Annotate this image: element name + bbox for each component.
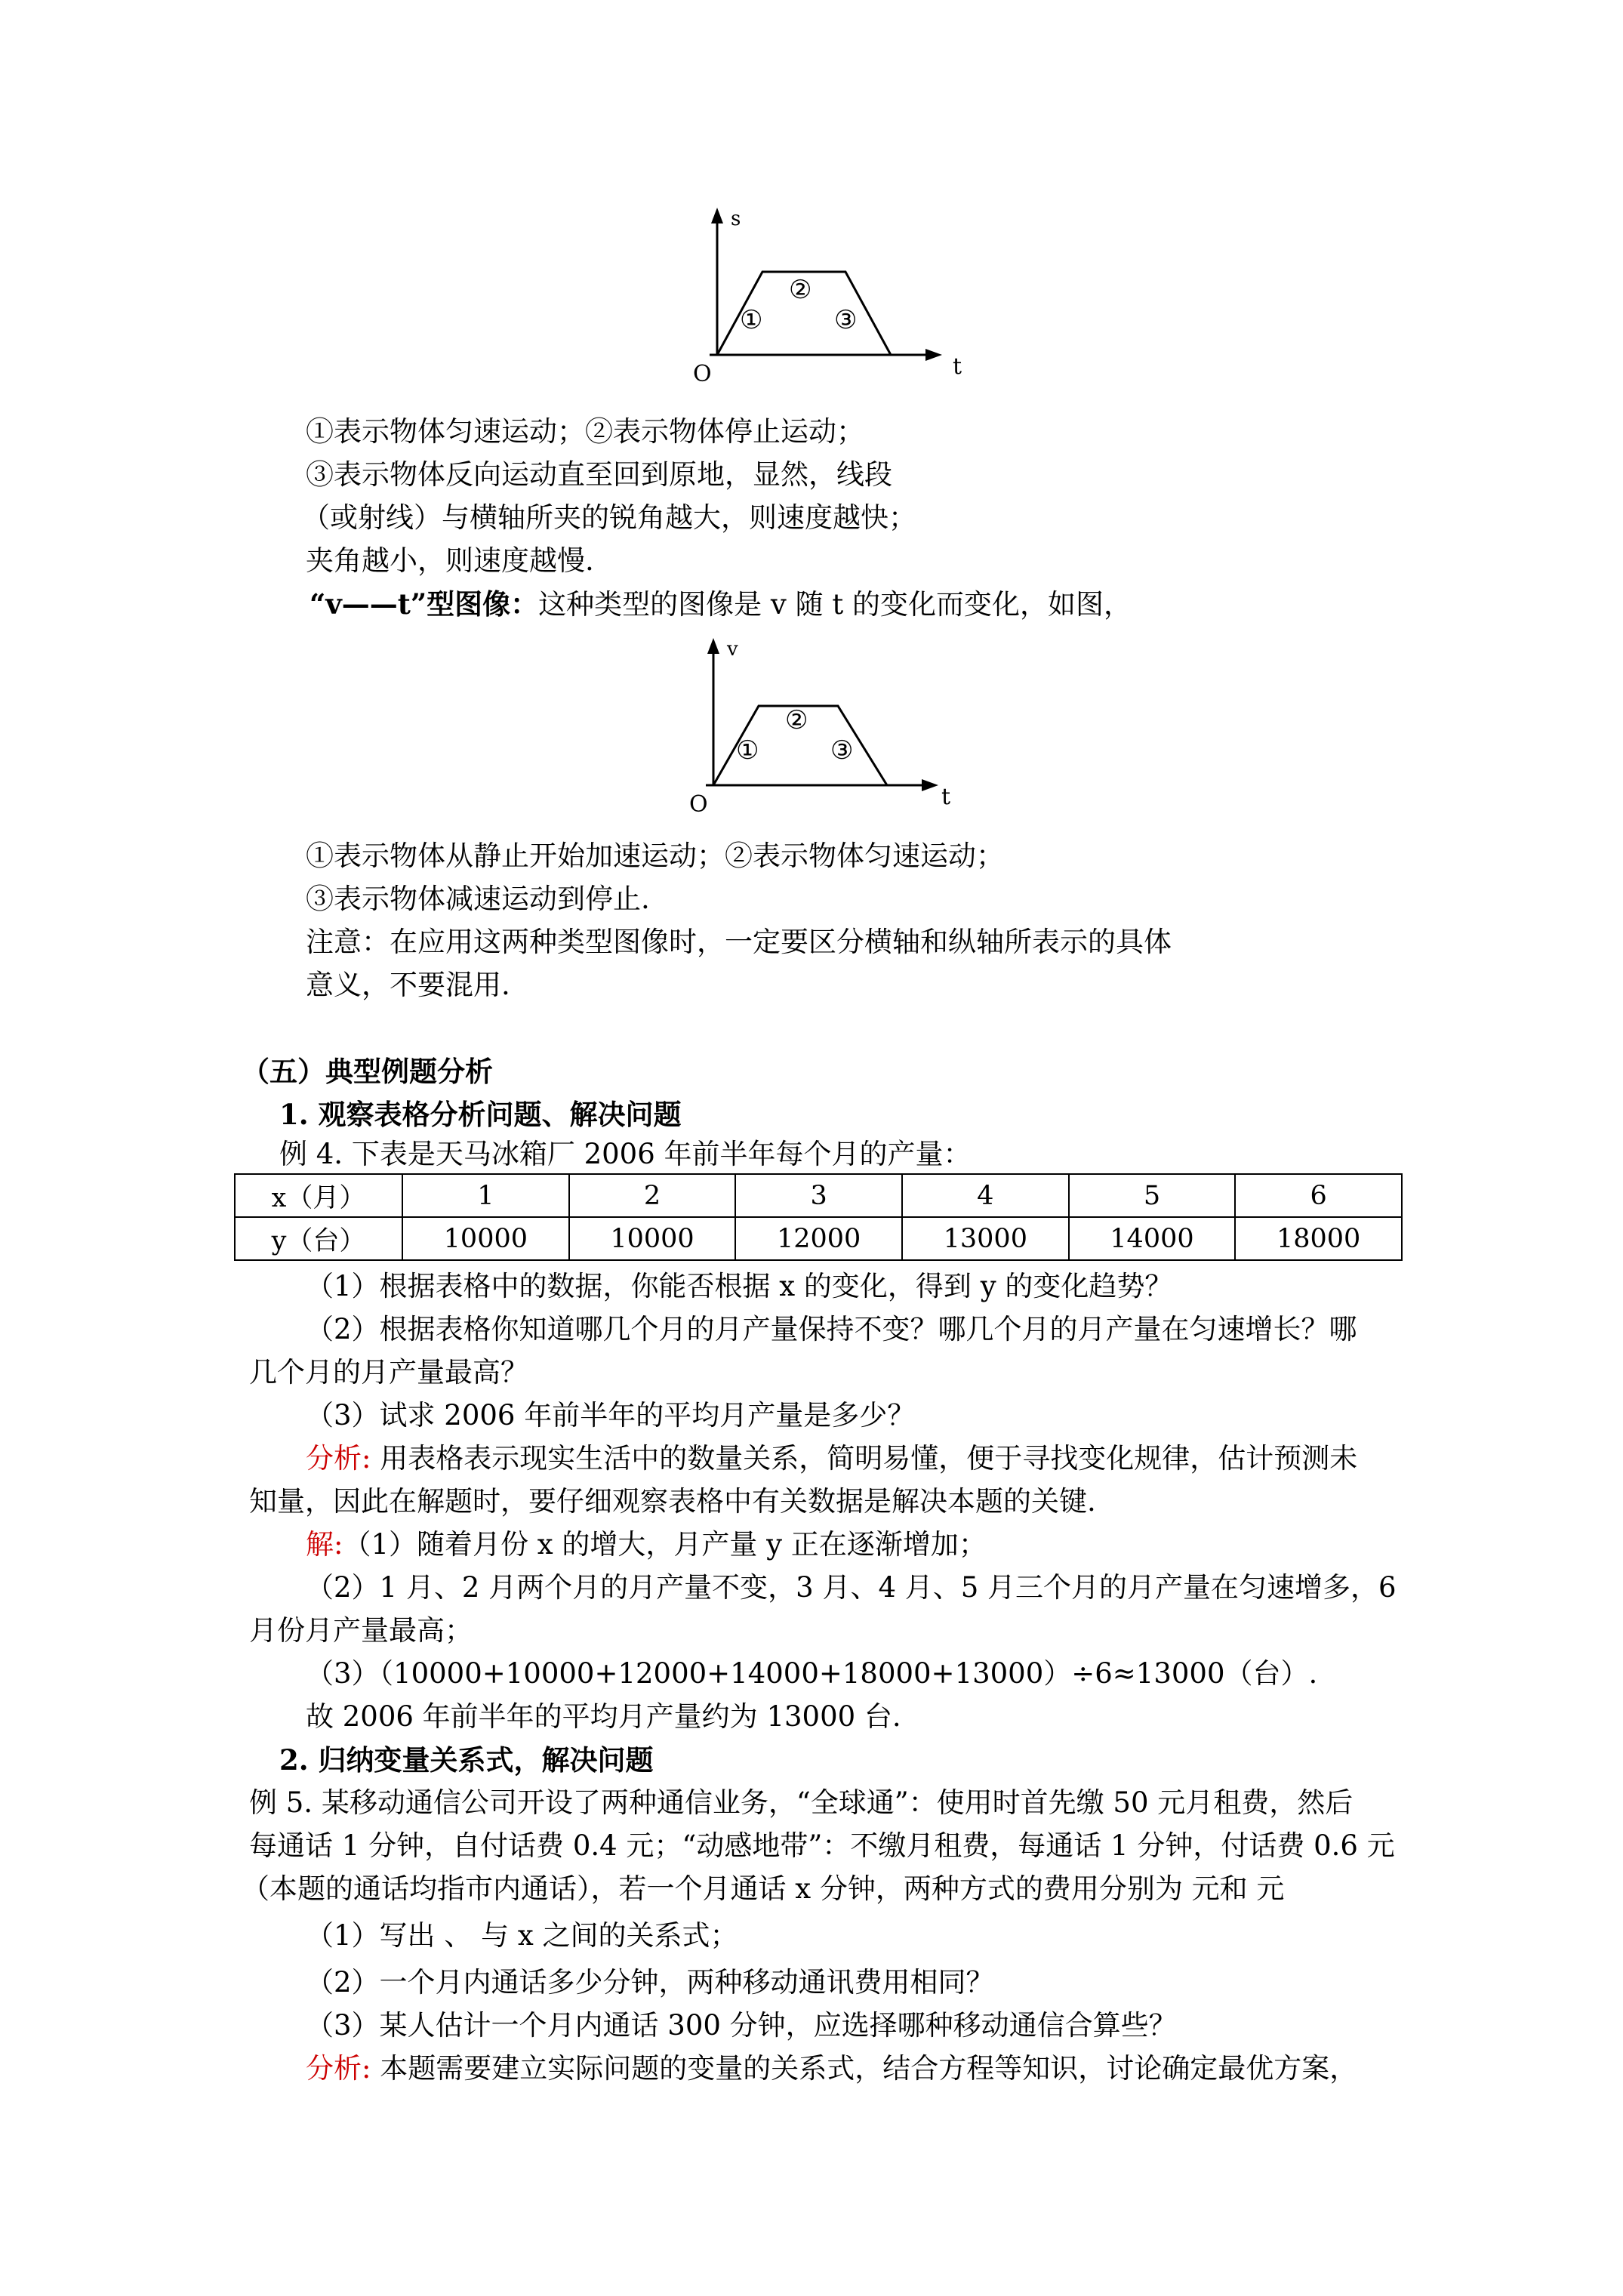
- example-5b: 每通话 1 分钟，自付话费 0.4 元；“动感地带”：不缴月租费，每通话 1 分钟，付话费 0.6 元: [249, 1829, 1395, 1862]
- table-cell: 12000: [735, 1217, 902, 1260]
- x-axis-label: t: [941, 784, 951, 810]
- st-desc-3: （或射线）与横轴所夹的锐角越大，则速度越快；: [302, 501, 916, 534]
- analysis-2-label: 分析:: [306, 2052, 371, 2085]
- table-cell: 6: [1235, 1174, 1402, 1217]
- solution-text: （1）随着月份 x 的增大，月产量 y 正在逐渐增加；: [343, 1528, 987, 1561]
- table-cell: 13000: [902, 1217, 1069, 1260]
- table-row: [235, 1217, 1402, 1260]
- vt-title: “v——t”型图像：: [310, 587, 539, 621]
- x-axis-arrow: [922, 779, 938, 791]
- table-cell: 14000: [1069, 1217, 1236, 1260]
- segment-label-1: ①: [736, 735, 759, 766]
- st-desc-2: ③表示物体反向运动直至回到原地，显然，线段: [306, 458, 892, 491]
- table-cell: 2: [569, 1174, 736, 1217]
- ex5-question-2: （2）一个月内通话多少分钟，两种移动通讯费用相同？: [306, 1966, 994, 1999]
- analysis-cont: 知量，因此在解题时，要仔细观察表格中有关数据是解决本题的关键.: [249, 1485, 1096, 1518]
- table-cell: 5: [1069, 1174, 1236, 1217]
- table-cell: y（台）: [235, 1217, 402, 1260]
- x-axis-arrow: [925, 349, 942, 361]
- segment-label-2: ②: [785, 705, 808, 735]
- vt-text: 这种类型的图像是 v 随 t 的变化而变化，如图，: [538, 588, 1132, 621]
- y-axis-label: s: [731, 208, 741, 230]
- table-cell: 4: [902, 1174, 1069, 1217]
- y-axis-arrow: [711, 208, 723, 223]
- x-axis-label: t: [953, 353, 962, 380]
- solution-1: [306, 1527, 987, 1563]
- example-5c: （本题的通话均指市内通话），若一个月通话 x 分钟，两种方式的费用分别为 元和 元: [242, 1872, 1285, 1905]
- solution-2a: （2）1 月、2 月两个月的月产量不变，3 月、4 月、5 月三个月的月产量在匀速增多，6: [306, 1571, 1397, 1604]
- segment-label-2: ②: [789, 275, 812, 305]
- solution-2b: 月份月产量最高；: [249, 1614, 473, 1647]
- analysis-2: [306, 2051, 1357, 2087]
- analysis-text: 用表格表示现实生活中的数量关系，简明易懂，便于寻找变化规律，估计预测未: [371, 1442, 1358, 1475]
- table-cell: 10000: [569, 1217, 736, 1260]
- table-cell: x（月）: [235, 1174, 402, 1217]
- st-graph: [679, 204, 996, 400]
- vt-desc-2: ③表示物体减速运动到停止.: [306, 883, 650, 915]
- st-desc-4: 夹角越小，则速度越慢.: [306, 544, 594, 577]
- solution-label: 解:: [306, 1528, 343, 1561]
- origin-label: O: [689, 791, 708, 818]
- y-axis-label: v: [727, 638, 738, 661]
- vt-intro: [310, 586, 1132, 623]
- segment-label-3: ③: [830, 735, 854, 766]
- analysis: [306, 1441, 1357, 1477]
- analysis-2-text: 本题需要建立实际问题的变量的关系式，结合方程等知识，讨论确定最优方案，: [371, 2052, 1358, 2085]
- solution-4: 故 2006 年前半年的平均月产量约为 13000 台.: [306, 1700, 901, 1733]
- table-cell: 1: [402, 1174, 569, 1217]
- vt-graph: [676, 634, 993, 831]
- y-axis-arrow: [707, 638, 719, 654]
- origin-label: O: [693, 361, 712, 387]
- table-cell: 18000: [1235, 1217, 1402, 1260]
- question-3: （3）试求 2006 年前半年的平均月产量是多少？: [306, 1399, 916, 1432]
- note-2: 意义，不要混用.: [306, 969, 510, 1001]
- table-row: [235, 1174, 1402, 1217]
- ex5-question-1: （1）写出 、 与 x 之间的关系式；: [306, 1919, 738, 1952]
- st-desc-1: ①表示物体匀速运动；②表示物体停止运动；: [306, 415, 864, 448]
- subheading-2: 2. 归纳变量关系式，解决问题: [279, 1743, 654, 1777]
- segment-label-1: ①: [740, 305, 763, 335]
- vt-desc-1: ①表示物体从静止开始加速运动；②表示物体匀速运动；: [306, 840, 1004, 872]
- section-heading: （五）典型例题分析: [242, 1055, 493, 1088]
- note-1: 注意：在应用这两种类型图像时，一定要区分横轴和纵轴所表示的具体: [306, 926, 1172, 958]
- question-1: （1）根据表格中的数据，你能否根据 x 的变化，得到 y 的变化趋势？: [306, 1270, 1173, 1302]
- ex5-question-3: （3）某人估计一个月内通话 300 分钟，应选择哪种移动通信合算些？: [306, 2009, 1177, 2042]
- table-cell: 10000: [402, 1217, 569, 1260]
- segment-label-3: ③: [834, 305, 858, 335]
- production-table: [234, 1173, 1403, 1261]
- question-2b: 几个月的月产量最高？: [249, 1356, 528, 1388]
- solution-3: （3）（10000+10000+12000+14000+18000+13000）÷6≈13000（台）.: [306, 1657, 1318, 1690]
- subheading-1: 1. 观察表格分析问题、解决问题: [279, 1098, 682, 1131]
- question-2a: （2）根据表格你知道哪几个月的月产量保持不变？哪几个月的月产量在匀速增长？哪: [306, 1313, 1357, 1345]
- analysis-label: 分析:: [306, 1442, 371, 1475]
- table-cell: 3: [735, 1174, 902, 1217]
- example-5a: 例 5. 某移动通信公司开设了两种通信业务，“全球通”：使用时首先缴 50 元月租费，然后: [249, 1786, 1354, 1819]
- example-4: 例 4. 下表是天马冰箱厂 2006 年前半年每个月的产量：: [279, 1138, 972, 1170]
